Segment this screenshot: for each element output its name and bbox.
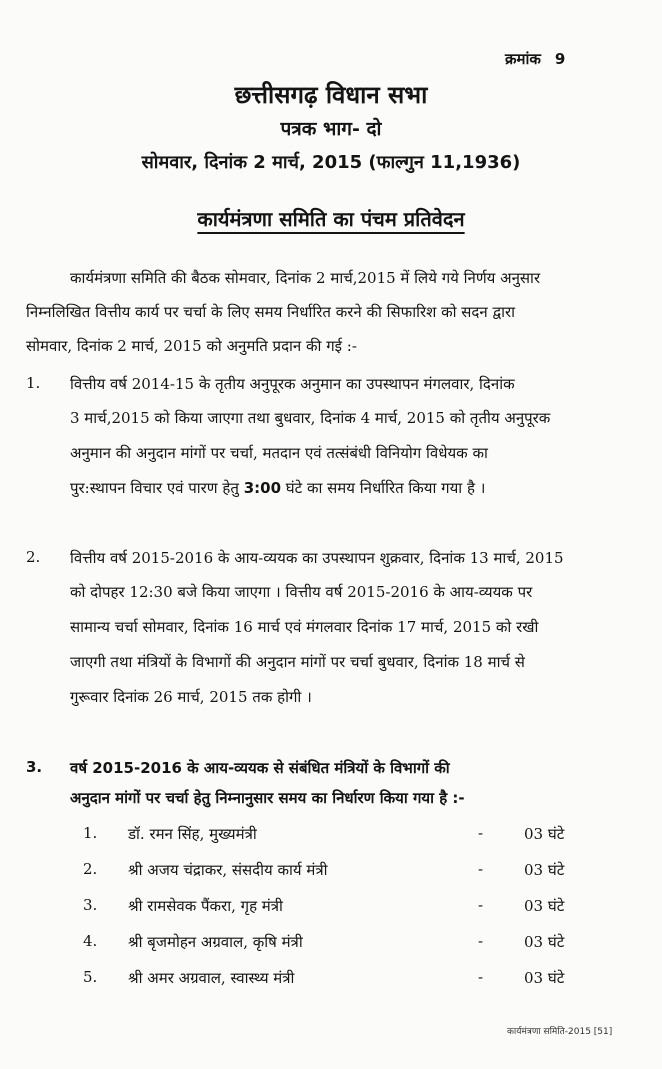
report-heading bbox=[0, 205, 662, 232]
serial-value: 9 bbox=[554, 50, 566, 68]
bulletin-part: पत्रक भाग- दो bbox=[280, 118, 382, 140]
minister-name: डॉ. रमन सिंह, मुख्यमंत्री bbox=[128, 825, 257, 843]
item-line: अनुदान मांगों पर चर्चा हेतु निम्नानुसार समय का निर्धारण किया गया है :- bbox=[70, 789, 465, 807]
date-line: सोमवार, दिनांक 2 मार्च, 2015 (फाल्गुन 11,1936) bbox=[141, 152, 521, 173]
allotted-hours: 3:00 bbox=[243, 479, 282, 497]
minister-hours: 03 घंटे bbox=[524, 861, 565, 879]
minister-hours: 03 घंटे bbox=[524, 825, 565, 843]
minister-hours: 03 घंटे bbox=[524, 933, 565, 951]
minister-name: श्री अमर अग्रवाल, स्वास्थ्य मंत्री bbox=[128, 969, 295, 987]
item-line bbox=[70, 478, 485, 498]
minister-number: 3. bbox=[83, 896, 98, 914]
intro-line: निम्नलिखित वित्तीय कार्य पर चर्चा के लिए समय निर्धारित करने की सिफारिश को सदन द्वारा bbox=[26, 303, 515, 321]
minister-number: 4. bbox=[83, 932, 98, 950]
item-text: पुर:स्थापन विचार एवं पारण हेतु bbox=[70, 479, 244, 497]
minister-dash: - bbox=[478, 824, 484, 842]
item-line: वर्ष 2015-2016 के आय-व्ययक से संबंधित मंत्रियों के विभागों की bbox=[70, 759, 450, 777]
minister-dash: - bbox=[478, 860, 484, 878]
minister-number: 5. bbox=[83, 968, 98, 986]
serial-number bbox=[505, 49, 565, 69]
report-title: कार्यमंत्रणा समिति का पंचम प्रतिवेदन bbox=[197, 207, 465, 231]
minister-dash: - bbox=[478, 968, 484, 986]
minister-number: 2. bbox=[83, 860, 98, 878]
item-line: को दोपहर 12:30 बजे किया जाएगा । वित्तीय वर्ष 2015-2016 के आय-व्ययक पर bbox=[70, 583, 533, 601]
item-number: 2. bbox=[26, 548, 41, 566]
page-footer: कार्यमंत्रणा समिति-2015 [51] bbox=[507, 1027, 613, 1037]
minister-name: श्री रामसेवक पैंकरा, गृह मंत्री bbox=[128, 897, 283, 915]
minister-dash: - bbox=[478, 932, 484, 950]
item-line: गुरूवार दिनांक 26 मार्च, 2015 तक होगी । bbox=[70, 688, 312, 706]
item-line: वित्तीय वर्ष 2015-2016 के आय-व्ययक का उपस्थापन शुक्रवार, दिनांक 13 मार्च, 2015 bbox=[70, 549, 564, 567]
assembly-title: छत्तीसगढ़ विधान सभा bbox=[234, 81, 428, 109]
item-number: 3. bbox=[26, 758, 43, 776]
item-text: घंटे का समय निर्धारित किया गया है । bbox=[281, 479, 486, 497]
minister-hours: 03 घंटे bbox=[524, 969, 565, 987]
item-number: 1. bbox=[26, 374, 41, 392]
serial-label: क्रमांक bbox=[505, 50, 541, 68]
intro-line: सोमवार, दिनांक 2 मार्च, 2015 को अनुमति प्रदान की गई :- bbox=[26, 337, 357, 355]
minister-name: श्री अजय चंद्राकर, संसदीय कार्य मंत्री bbox=[128, 861, 328, 879]
minister-hours: 03 घंटे bbox=[524, 897, 565, 915]
item-line: अनुमान की अनुदान मांगों पर चर्चा, मतदान एवं तत्संबंधी विनियोग विधेयक का bbox=[70, 444, 488, 462]
intro-line: कार्यमंत्रणा समिति की बैठक सोमवार, दिनांक 2 मार्च,2015 में लिये गये निर्णय अनुसार bbox=[70, 269, 541, 287]
item-line: वित्तीय वर्ष 2014-15 के तृतीय अनुपूरक अनुमान का उपस्थापन मंगलवार, दिनांक bbox=[70, 375, 515, 393]
item-line: 3 मार्च,2015 को किया जाएगा तथा बुधवार, दिनांक 4 मार्च, 2015 को तृतीय अनुपूरक bbox=[70, 409, 551, 427]
minister-name: श्री बृजमोहन अग्रवाल, कृषि मंत्री bbox=[128, 933, 303, 951]
item-line: सामान्य चर्चा सोमवार, दिनांक 16 मार्च एवं मंगलवार दिनांक 17 मार्च, 2015 को रखी bbox=[70, 618, 539, 636]
minister-number: 1. bbox=[83, 824, 98, 842]
item-line: जाएगी तथा मंत्रियों के विभागों की अनुदान मांगों पर चर्चा बुधवार, दिनांक 18 मार्च से bbox=[70, 653, 525, 671]
minister-dash: - bbox=[478, 896, 484, 914]
